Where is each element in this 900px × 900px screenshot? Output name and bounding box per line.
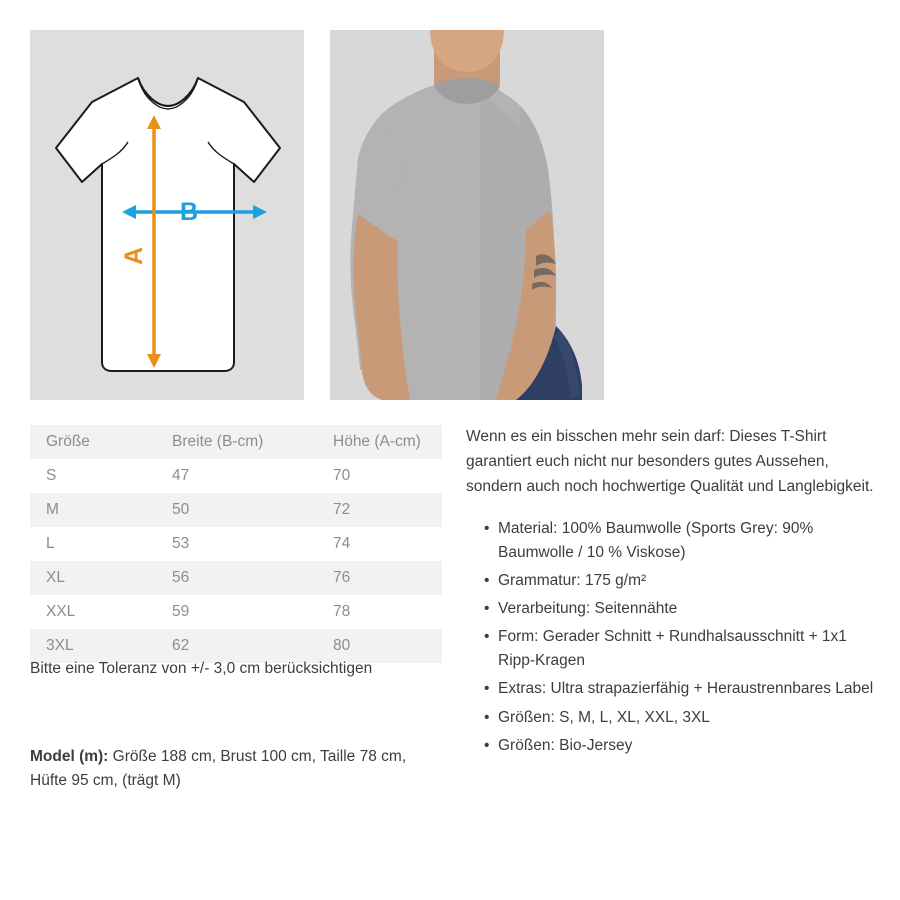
cell-height: 78 [333,603,351,620]
cell-width: 62 [156,629,317,663]
cell-width: 47 [172,467,190,484]
cell-height: 74 [333,535,351,552]
cell-width: 56 [156,561,317,595]
table-header-width: Breite (B-cm) [156,425,317,459]
tolerance-note: Bitte eine Toleranz von +/- 3,0 cm berücksichtigen [30,660,373,677]
list-item: • Größen: S, M, L, XL, XXL, 3XL [484,706,878,730]
table-row [30,527,442,561]
cell-size: M [30,493,156,527]
table-row [30,629,442,663]
model-wearing-grey-tshirt-photo [330,30,604,400]
list-item: • Form: Gerader Schnitt + Rundhalsausschnitt + 1x1 Ripp-Kragen [484,625,878,673]
table-row [30,561,442,595]
cell-height: 76 [317,561,442,595]
width-label: B [180,198,199,226]
model-measurements-note [30,745,440,793]
cell-size: XXL [46,603,76,620]
cell-height: 80 [317,629,442,663]
model-label: Model (m): [30,748,109,765]
cell-height: 72 [317,493,442,527]
cell-height: 70 [333,467,351,484]
list-item: • Grammatur: 175 g/m² [484,569,878,593]
list-item: • Größen: Bio-Jersey [484,734,878,758]
description-intro: Wenn es ein bisschen mehr sein darf: Dieses T-Shirt garantiert euch nicht nur besonders gutes Aussehen, sondern auch noch hochwertige Qualität und Langlebigkeit. [466,428,874,495]
model-measurements-text: Größe 188 cm, Brust 100 cm, Taille 78 cm, Hüfte 95 cm, (trägt M) [30,748,407,790]
tshirt-measurement-diagram-panel [30,30,304,400]
cell-size: L [46,535,55,552]
table-header-height: Höhe (A-cm) [317,425,442,459]
table-row [30,493,442,527]
product-feature-list [466,517,878,757]
cell-width: 53 [172,535,190,552]
table-header-size: Größe [30,425,156,459]
cell-size: 3XL [30,629,156,663]
table-row [30,459,442,493]
cell-width: 50 [156,493,317,527]
list-item: • Verarbeitung: Seitennähte [484,597,878,621]
list-item: • Extras: Ultra strapazierfähig + Heraustrennbares Label [484,677,878,701]
cell-size: S [46,467,57,484]
cell-width: 59 [172,603,190,620]
size-chart-table [30,425,442,663]
tshirt-measurement-diagram [30,30,304,400]
height-label: A [120,246,148,265]
list-item: • Material: 100% Baumwolle (Sports Grey: 90% Baumwolle / 10 % Viskose) [484,517,878,565]
product-description [466,425,878,762]
model-photo-panel [330,30,604,400]
table-header-row [30,425,442,459]
cell-size: XL [30,561,156,595]
table-row [30,595,442,629]
